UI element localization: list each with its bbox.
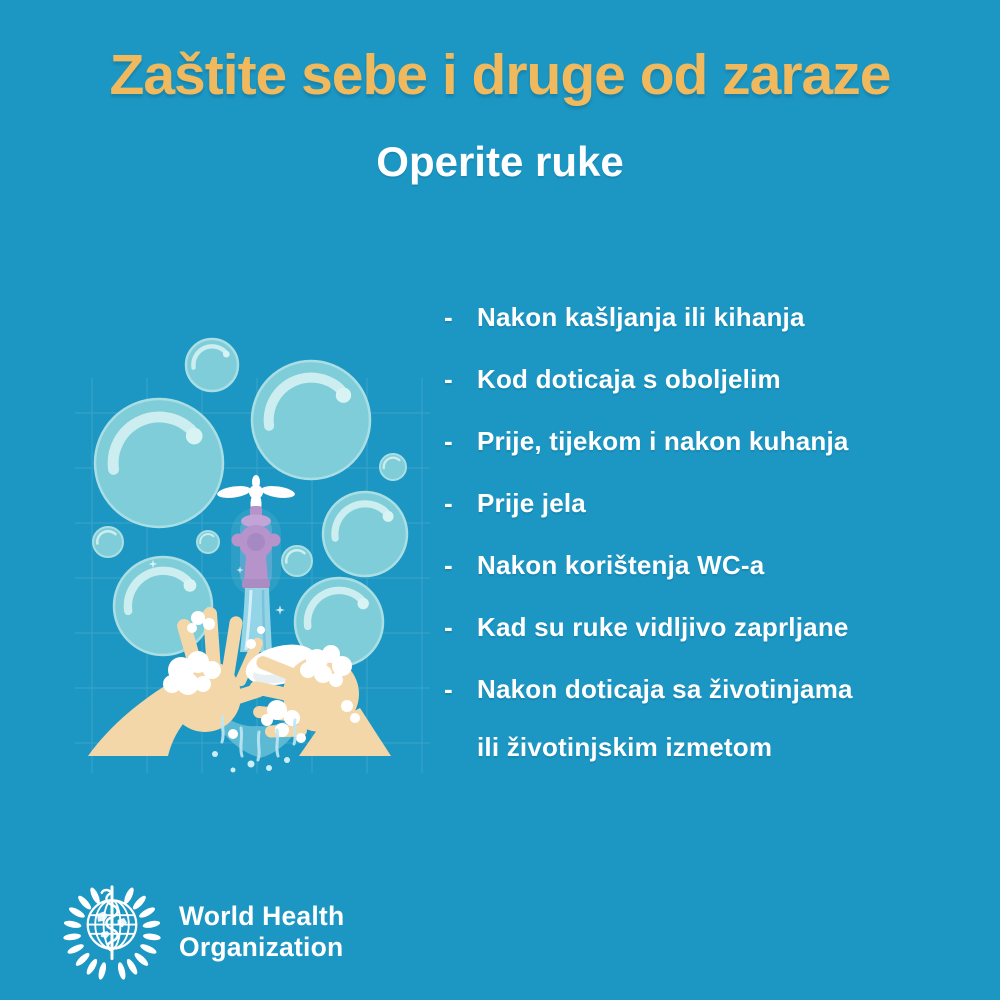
list-item — [444, 611, 956, 644]
bullet-dash: - — [444, 364, 453, 394]
handwashing-illustration — [55, 318, 445, 788]
list-item — [444, 425, 956, 458]
list-item-text: Prije, tijekom i nakon kuhanja — [477, 426, 849, 456]
poster-subtitle: Operite ruke — [376, 138, 624, 185]
list-item — [444, 363, 956, 396]
who-logo-text — [179, 901, 344, 963]
list-item — [444, 487, 956, 520]
list-item-text: Nakon kašljanja ili kihanja — [477, 302, 805, 332]
list-item-line: Nakon doticaja sa životinjama — [477, 674, 853, 704]
list-item-text: Prije jela — [477, 488, 586, 518]
list-item — [444, 673, 956, 764]
list-item-text: Kod doticaja s oboljelim — [477, 364, 781, 394]
list-item — [444, 301, 956, 334]
who-emblem-icon — [56, 876, 168, 988]
bullet-dash: - — [444, 302, 453, 332]
list-item-text: Nakon korištenja WC-a — [477, 550, 765, 580]
hygiene-list — [444, 301, 956, 793]
bullet-dash: - — [444, 550, 453, 580]
list-item — [444, 549, 956, 582]
bullet-dash: - — [444, 488, 453, 518]
list-item-text: Kad su ruke vidljivo zaprljane — [477, 612, 849, 642]
org-name-line1: World Health — [179, 901, 345, 931]
org-name-line2: Organization — [179, 932, 344, 962]
who-logo — [56, 876, 344, 988]
bullet-dash: - — [444, 612, 453, 642]
poster-title: Zaštite sebe i druge od zaraze — [109, 43, 891, 107]
list-item-line: ili životinjskim izmetom — [477, 732, 773, 762]
bullet-dash: - — [444, 426, 453, 456]
bullet-dash: - — [444, 674, 453, 704]
